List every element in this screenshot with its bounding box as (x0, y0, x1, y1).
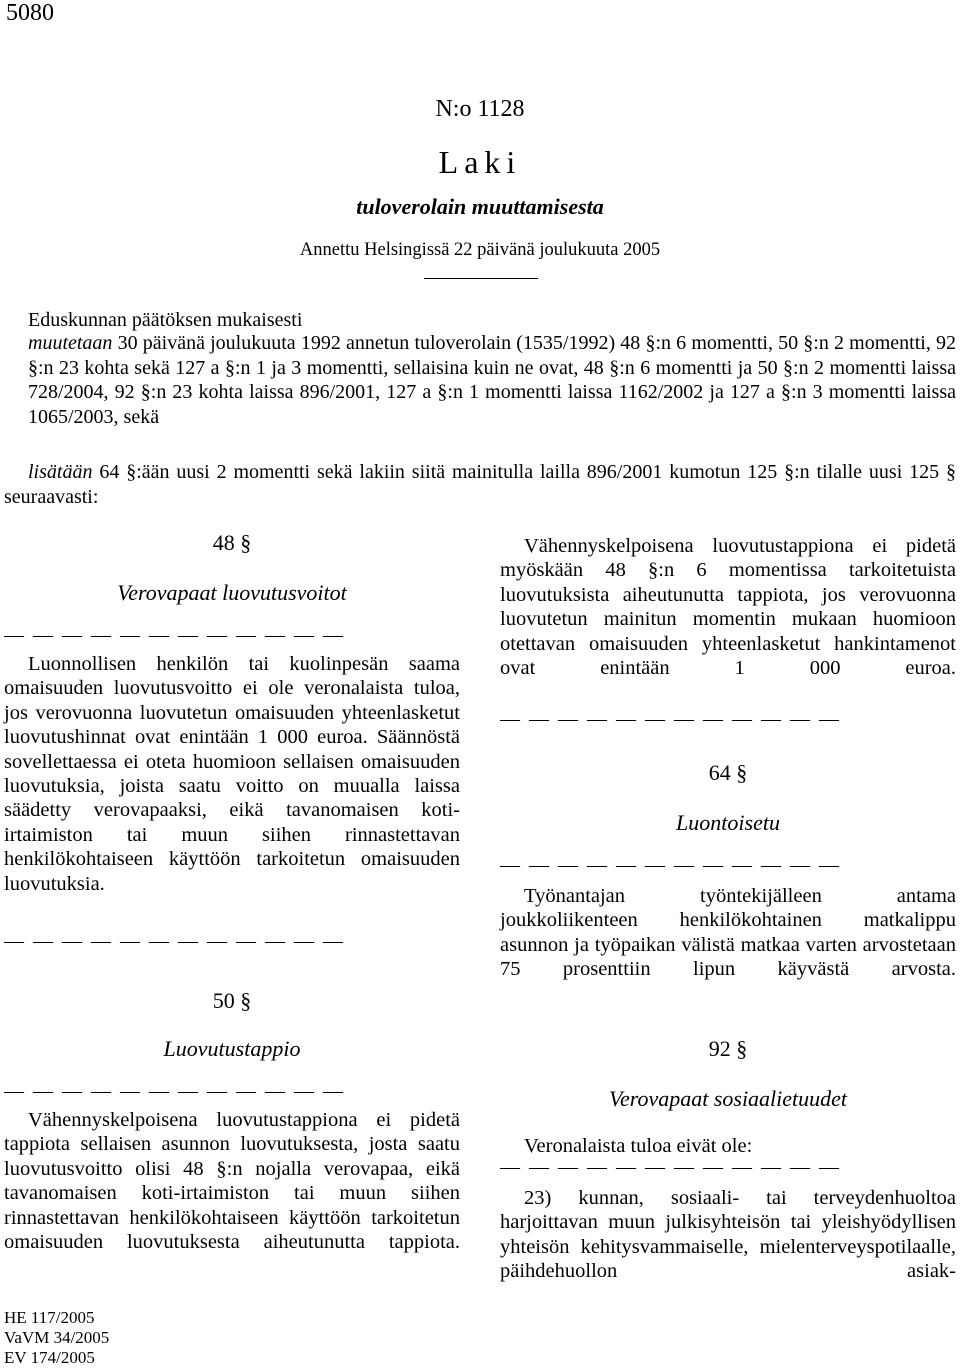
section-48-omission-dashes: — — — — — — — — — — — — (4, 624, 345, 646)
section-92-item-23: 23) kunnan, sosiaali- tai terveydenhuoltoa harjoittavan muun julkisyhteisön tai yleishyödyllisen yhteisön kehitysvammaiselle, mielenterveyspotilaalle, päihdehuollon asiak- (500, 1187, 956, 1283)
section-92-omission-dashes: — — — — — — — — — — — — (500, 1156, 841, 1178)
intro-add-clause (4, 460, 956, 509)
section-92-title: Verovapaat sosiaalietuudet (608, 1086, 848, 1111)
law-number: N:o 1128 (435, 96, 525, 122)
intro-preamble: Eduskunnan päätöksen mukaisesti (28, 309, 303, 331)
section-48-number: 48 § (212, 530, 252, 555)
section-50-number: 50 § (212, 988, 252, 1013)
section-50-trailing-dashes: — — — — — — — — — — — — (500, 708, 841, 730)
section-48-text: Luonnollisen henkilön tai kuolinpesän saama omaisuuden luovutusvoitto ei ole veronalaista tuloa, jos verovuonna luovutetun omaisuuden yhteenlasketut luovutushinnat ovat enintään 1 000 euroa. Säännöstä sovellettaessa ei oteta huomioon sellaisen omaisuuden luovutuksia, joista saatu voitto on muualla laissa säädetty verovapaaksi, eikä tavanomaisen koti-irtaimiston tai muun siihen rinnastettavan henkilökohtaiseen käyttöön tarkoitetun omaisuuden luovutuksia. (4, 653, 460, 895)
section-48-title: Verovapaat luovutusvoitot (117, 580, 347, 605)
add-keyword: lisätään (28, 461, 93, 483)
reference-vavm: VaVM 34/2005 (4, 1328, 110, 1347)
section-64-title: Luontoisetu (676, 810, 780, 835)
intro-amend-clause (28, 331, 956, 429)
section-50-title: Luovutustappio (163, 1036, 301, 1061)
add-text: 64 §:ään uusi 2 momentti sekä lakiin siitä mainitulla lailla 896/2001 kumotun 125 §:n tilalle uusi 125 § seuraavasti: (4, 461, 956, 508)
section-50-text: Vähennyskelpoisena luovutustappiona ei pidetä tappiota sellaisen asunnon luovutuksesta, josta saatu luovutusvoitto olisi 48 §:n nojalla verovapaa, eikä tavanomaisen koti-irtaimiston tai muun siihen rinnastettavan henkilökohtaiseen käyttöön tarkoitetun omaisuuden luovutuksesta aiheutunutta tappiota. (4, 1109, 460, 1254)
given-date-line: Annettu Helsingissä 22 päivänä joulukuuta 2005 (299, 240, 661, 260)
page-number: 5080 (6, 0, 54, 26)
section-48-trailing-dashes: — — — — — — — — — — — — (4, 930, 345, 952)
legislative-references (4, 1308, 109, 1368)
law-title: Laki (438, 144, 522, 180)
amend-text: 30 päivänä joulukuuta 1992 annetun tuloverolain (1535/1992) 48 §:n 6 momentti, 50 §:n 2 momentti, 92 §:n 23 kohta sekä 127 a §:n 1 ja 3 momentti, sellaisina kuin ne ovat, 48 §:n 6 momentti ja 50 §:n 2 momentti laissa 728/2004, 92 §:n 23 kohta laissa 896/2001, 127 a §:n 1 momentti laissa 1162/2002 ja 127 a §:n 3 momentti laissa 1065/2003, sekä (28, 332, 956, 428)
section-64-text: Työnantajan työntekijälleen antama joukkoliikenteen henkilökohtainen matkalippu asunnon ja työpaikan välistä matkaa varten arvostetaan 75 prosenttiin lipun käyvästä arvosta. (500, 885, 956, 981)
section-92-lead: Veronalaista tuloa eivät ole: (524, 1135, 753, 1157)
section-92-number: 92 § (708, 1036, 748, 1061)
section-50-omission-dashes: — — — — — — — — — — — — (4, 1080, 345, 1102)
section-50-continuation-text: Vähennyskelpoisena luovutustappiona ei pidetä myöskään 48 §:n 6 momentissa tarkoitetuista luovutuksista aiheutunutta tappiota, jos verovuonna luovutetun mainitun momentin mukaan huomioon otettavan omaisuuden yhteenlasketut hankintamenot ovat enintään 1 000 euroa. (500, 535, 956, 680)
section-64-number: 64 § (708, 760, 748, 785)
amend-keyword: muutetaan (28, 332, 113, 354)
law-subtitle: tuloverolain muuttamisesta (356, 194, 604, 219)
section-64-omission-dashes: — — — — — — — — — — — — (500, 854, 841, 876)
title-divider (424, 278, 538, 279)
reference-he: HE 117/2005 (4, 1308, 95, 1327)
reference-ev: EV 174/2005 (4, 1348, 95, 1367)
